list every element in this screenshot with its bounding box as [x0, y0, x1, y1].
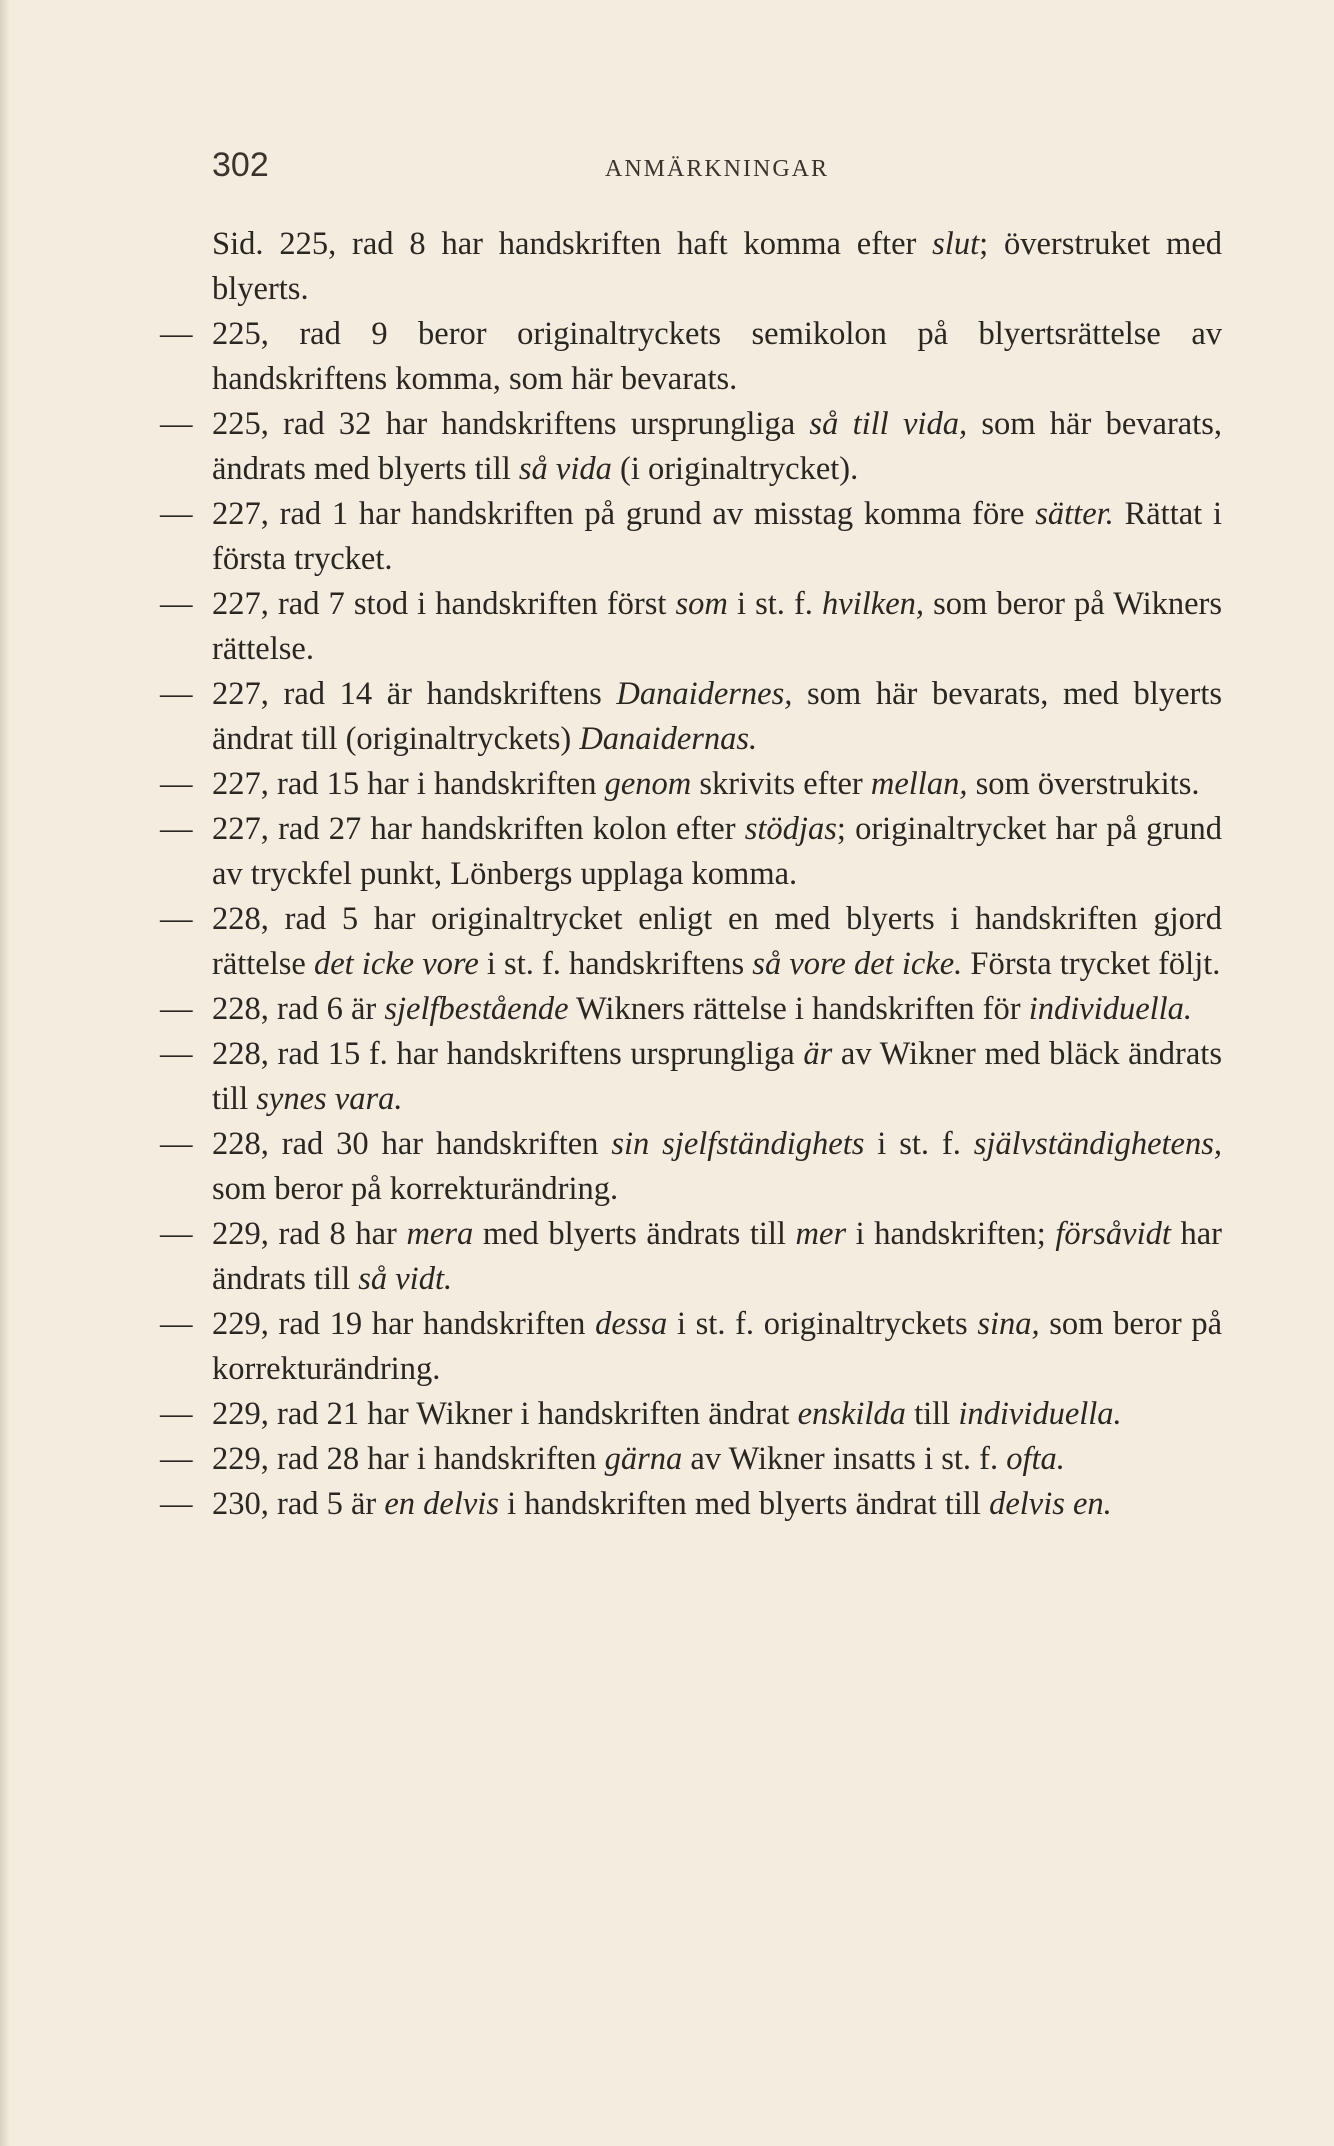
note-italic-text: individuella.: [958, 1396, 1122, 1432]
note-italic-text: som: [675, 586, 728, 622]
ditto-dash: —: [160, 766, 193, 802]
ditto-dash: —: [160, 406, 193, 442]
note-entry: [160, 1482, 1222, 1527]
note-text: ; överstruket med blyerts.: [212, 226, 1222, 307]
note-entry: [160, 1392, 1222, 1437]
note-text: av Wikner med bläck ändrats till: [212, 1036, 1222, 1117]
note-text: 225, rad 9 beror originaltryckets semikolon på blyertsrättelse av handskriftens komma, som här bevarats.: [212, 316, 1222, 397]
note-text: 229, rad 19 har handskriften: [212, 1306, 596, 1342]
ditto-dash: —: [160, 811, 193, 847]
note-text: i handskriften med blyerts ändrat till: [498, 1486, 990, 1522]
note-text: 229, rad 8 har: [212, 1216, 407, 1252]
ditto-dash: —: [160, 1306, 193, 1342]
ditto-dash: —: [160, 586, 193, 622]
ditto-dash: —: [160, 676, 193, 712]
note-text: i st. f.: [864, 1126, 974, 1162]
note-italic-text: Danaidernas.: [579, 721, 758, 757]
note-italic-text: genom: [604, 766, 692, 802]
note-italic-text: sin sjelfständighets: [611, 1126, 865, 1162]
note-text: 229, rad 28 har i handskriften: [212, 1441, 605, 1477]
note-entry: [160, 402, 1222, 492]
ditto-dash: —: [160, 496, 193, 532]
note-text: Rättat i första trycket.: [212, 496, 1222, 577]
note-text: 225, rad 32 har handskriftens ursprungliga: [212, 406, 810, 442]
note-lead: Sid.: [212, 226, 280, 262]
note-text: 228, rad 15 f. har handskriftens ursprungliga: [212, 1036, 804, 1072]
note-italic-text: sjelfbestående: [384, 991, 569, 1027]
note-italic-text: ofta.: [1006, 1441, 1065, 1477]
note-entry: [160, 1032, 1222, 1122]
note-text: 229, rad 21 har Wikner i handskriften ändrat: [212, 1396, 798, 1432]
note-italic-text: så till vida,: [809, 406, 968, 442]
note-entry: [160, 1122, 1222, 1212]
note-italic-text: det icke vore: [313, 946, 479, 982]
note-italic-text: stödjas: [744, 811, 837, 847]
ditto-dash: —: [160, 1126, 193, 1162]
page-number: 302: [212, 146, 269, 184]
note-italic-text: dessa: [595, 1306, 668, 1342]
note-entry: [160, 807, 1222, 897]
note-text: Första trycket följt.: [962, 946, 1221, 982]
note-italic-text: så vida: [518, 451, 612, 487]
note-italic-text: sätter.: [1035, 496, 1114, 532]
note-text: har ändrats till: [212, 1216, 1223, 1297]
note-italic-text: självständighetens,: [973, 1126, 1222, 1162]
note-italic-text: mera: [406, 1216, 474, 1252]
note-italic-text: sina,: [977, 1306, 1040, 1342]
note-italic-text: så vore det icke.: [752, 946, 963, 982]
ditto-dash: —: [160, 901, 193, 937]
note-text: som beror på Wikners rättelse.: [212, 586, 1223, 667]
note-entry: [160, 672, 1222, 762]
note-text: i st. f. originaltryckets: [667, 1306, 978, 1342]
note-entry: [160, 312, 1222, 402]
note-italic-text: enskilda: [797, 1396, 906, 1432]
note-text: som här bevarats, ändrats med blyerts till: [212, 406, 1222, 487]
notes-list: [160, 222, 1223, 1527]
note-text: av Wikner insatts i st. f.: [682, 1441, 1007, 1477]
ditto-dash: —: [160, 1036, 193, 1072]
ditto-dash: —: [160, 991, 193, 1027]
note-text: i st. f. handskriftens: [478, 946, 753, 982]
note-text: 227, rad 14 är handskriftens: [212, 676, 617, 712]
note-text: ; originaltrycket har på grund av tryckfel punkt, Lönbergs upplaga komma.: [212, 811, 1222, 892]
ditto-dash: —: [160, 1441, 193, 1477]
note-text: med blyerts ändrats till: [473, 1216, 796, 1252]
note-italic-text: en delvis: [384, 1486, 499, 1522]
note-italic-text: synes vara.: [256, 1081, 403, 1117]
note-italic-text: så vidt.: [358, 1261, 453, 1297]
note-text: som överstrukits.: [967, 766, 1200, 802]
note-text: 227, rad 15 har i handskriften: [212, 766, 605, 802]
note-text: 225, rad 8 har handskriften haft komma efter: [279, 226, 933, 262]
ditto-dash: —: [160, 1216, 193, 1252]
note-italic-text: är: [803, 1036, 833, 1072]
note-entry: [212, 222, 1222, 312]
note-italic-text: delvis en.: [989, 1486, 1112, 1522]
ditto-dash: —: [160, 1486, 193, 1522]
note-italic-text: försåvidt: [1055, 1216, 1171, 1252]
note-text: till: [905, 1396, 959, 1432]
note-text: i st. f.: [727, 586, 823, 622]
note-text: (i originaltrycket).: [611, 451, 859, 487]
note-entry: [160, 582, 1223, 672]
note-text: 227, rad 7 stod i handskriften först: [212, 586, 676, 622]
note-text: 228, rad 30 har handskriften: [212, 1126, 612, 1162]
note-text: 230, rad 5 är: [212, 1486, 385, 1522]
ditto-dash: —: [160, 1396, 193, 1432]
note-entry: [160, 1212, 1223, 1302]
note-text: som här bevarats, med blyerts ändrat till (originaltryckets): [212, 676, 1222, 757]
page-header: [212, 146, 1222, 196]
note-entry: [160, 762, 1222, 807]
note-text: 228, rad 5 har originaltrycket enligt en med blyerts i handskriften gjord rättelse: [212, 901, 1222, 982]
note-text: 228, rad 6 är: [212, 991, 385, 1027]
running-head: ANMÄRKNINGAR: [604, 156, 829, 182]
note-text: som beror på korrekturändring.: [212, 1171, 619, 1207]
note-text: Wikners rättelse i handskriften för: [568, 991, 1029, 1027]
note-entry: [160, 492, 1222, 582]
note-italic-text: slut: [932, 226, 980, 262]
note-entry: [160, 1302, 1222, 1392]
note-text: skrivits efter: [691, 766, 871, 802]
note-italic-text: Danaidernes,: [616, 676, 793, 712]
note-italic-text: mer: [795, 1216, 847, 1252]
note-italic-text: mellan,: [870, 766, 968, 802]
note-italic-text: hvilken,: [822, 586, 924, 622]
note-entry: [160, 987, 1222, 1032]
note-entry: [160, 897, 1222, 987]
ditto-dash: —: [160, 316, 193, 352]
note-entry: [160, 1437, 1222, 1482]
note-text: 227, rad 27 har handskriften kolon efter: [212, 811, 745, 847]
note-italic-text: gärna: [604, 1441, 683, 1477]
note-text: som beror på korrekturändring.: [212, 1306, 1222, 1387]
note-text: 227, rad 1 har handskriften på grund av misstag komma före: [212, 496, 1036, 532]
note-text: i handskriften;: [846, 1216, 1056, 1252]
note-italic-text: individuella.: [1028, 991, 1193, 1027]
